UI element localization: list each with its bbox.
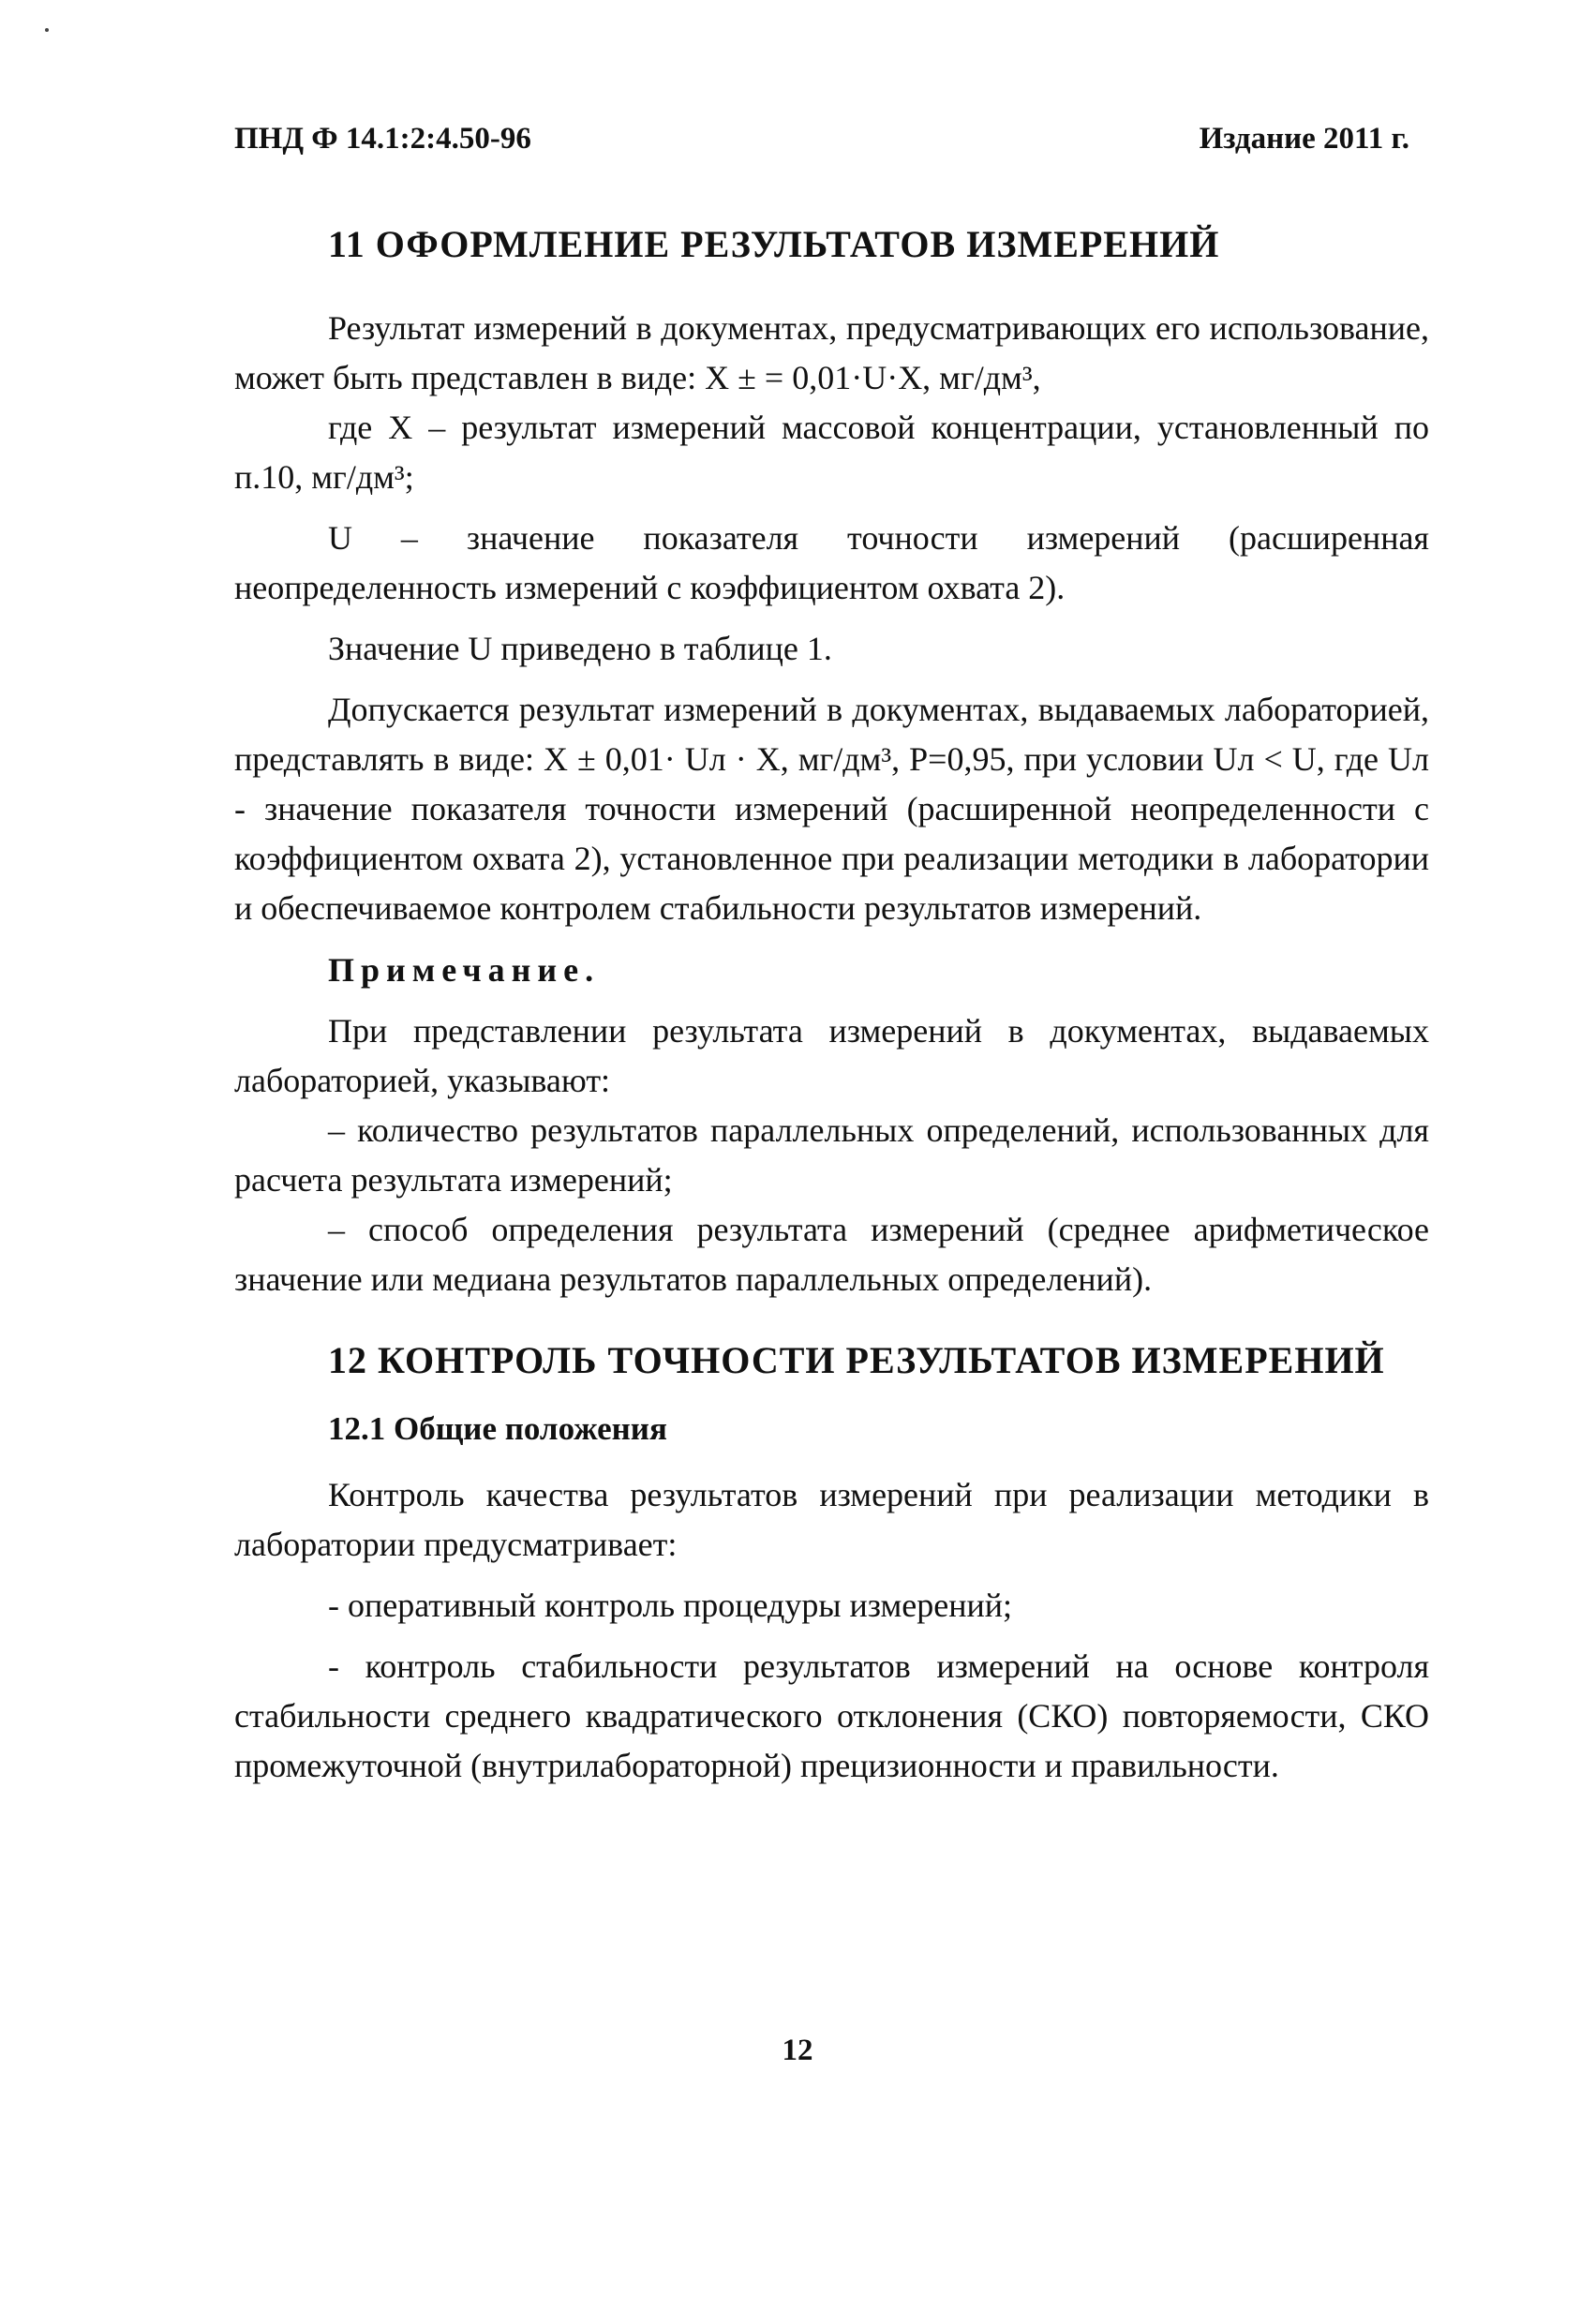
- scan-speck: [45, 28, 49, 32]
- section-12-1-subtitle: 12.1 Общие положения: [328, 1410, 667, 1447]
- section-11-paragraph-2: где X – результат измерений массовой концентрации, установленный по п.10, мг/дм³;: [234, 409, 1429, 496]
- page-number: 12: [782, 2034, 813, 2067]
- section-11-paragraph-4: Значение U приведено в таблице 1.: [328, 630, 832, 667]
- section-12-paragraph-2: - оперативный контроль процедуры измерений;: [328, 1587, 1013, 1624]
- section-11-paragraph-5: Допускается результат измерений в документах, выдаваемых лабораторией, представлять в виде: X ± 0,01· Uл · X, мг/дм³, P=0,95, при условии Uл < U, где Uл - значение показателя точности измерений (расширенной неопределенности с коэффициентом охвата 2), установленное при реализации методики в лаборатории и обеспечиваемое контролем стабильности результатов измерений.: [234, 691, 1429, 927]
- note-paragraph-3: – способ определения результата измерений (среднее арифметическое значение или медиана результатов параллельных определений).: [234, 1211, 1429, 1298]
- section-12-title: 12 КОНТРОЛЬ ТОЧНОСТИ РЕЗУЛЬТАТОВ ИЗМЕРЕНИЙ: [328, 1339, 1385, 1381]
- note-title: Примечание.: [328, 951, 601, 989]
- section-12-paragraph-3: - контроль стабильности результатов измерений на основе контроля стабильности среднего квадратического отклонения (СКО) повторяемости, СКО промежуточной (внутрилабораторной) прецизионности и правильности.: [234, 1647, 1429, 1784]
- edition-label: Издание 2011 г.: [1199, 122, 1409, 156]
- section-11-paragraph-3: U – значение показателя точности измерений (расширенная неопределенность измерений с коэффициентом охвата 2).: [234, 519, 1429, 606]
- page-content: [234, 201, 1429, 1802]
- section-12-paragraph-1: Контроль качества результатов измерений при реализации методики в лаборатории предусматривает:: [234, 1476, 1429, 1563]
- note-paragraph-2: – количество результатов параллельных определений, использованных для расчета результата измерений;: [234, 1111, 1429, 1199]
- section-11-title: 11 ОФОРМЛЕНИЕ РЕЗУЛЬТАТОВ ИЗМЕРЕНИЙ: [328, 223, 1220, 265]
- document-code: ПНД Ф 14.1:2:4.50-96: [234, 122, 531, 156]
- section-11-paragraph-1: Результат измерений в документах, предусматривающих его использование, может быть представлен в виде: X ± = 0,01·U·X, мг/дм³,: [234, 309, 1429, 396]
- note-paragraph-1: При представлении результата измерений в документах, выдаваемых лабораторией, указывают:: [234, 1012, 1429, 1099]
